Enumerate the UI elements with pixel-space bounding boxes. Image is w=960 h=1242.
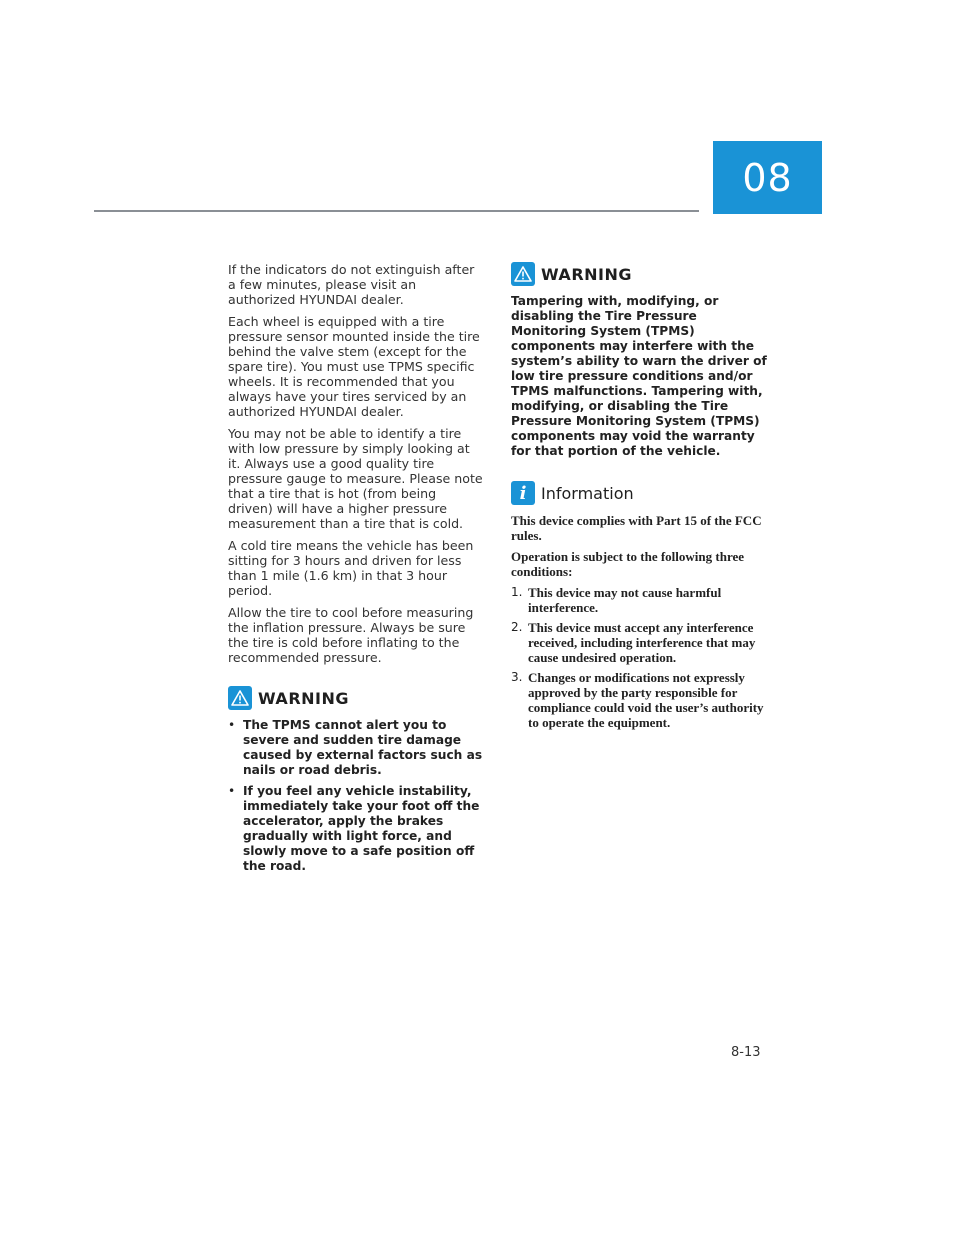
warning-triangle-icon: [511, 262, 535, 286]
warning-triangle-icon: [228, 686, 252, 710]
item-number: 3.: [511, 670, 523, 684]
item-number: 2.: [511, 620, 523, 634]
warning-header: [228, 686, 483, 710]
list-item-text: This device may not cause harmful interference.: [528, 585, 722, 615]
bullet: •: [228, 784, 236, 798]
information-paragraph: Operation is subject to the following three conditions:: [511, 549, 745, 579]
paragraph: Each wheel is equipped with a tire pressure sensor mounted inside the tire behind the valve stem (except for the spare tire). You must use TPMS specific wheels. It is recommended that you always have your tires serviced by an authorized HYUNDAI dealer.: [228, 314, 480, 419]
page-number: 8-13: [731, 1045, 761, 1060]
warning-title: WARNING: [258, 688, 349, 708]
list-item-text: The TPMS cannot alert you to severe and sudden tire damage caused by external factors such as nails or road debris.: [243, 718, 483, 777]
item-number: 1.: [511, 585, 523, 599]
list-item-text: This device must accept any interference received, including interference that may cause undesired operation.: [528, 620, 756, 665]
info-icon: i: [511, 481, 535, 505]
paragraph: A cold tire means the vehicle has been sitting for 3 hours and driven for less than 1 mile (1.6 km) in that 3 hour period.: [228, 538, 474, 598]
list-item-text: Changes or modifications not expressly approved by the party responsible for compliance could void the user’s authority to operate the equipment.: [528, 670, 764, 730]
warning-title: WARNING: [541, 264, 632, 284]
chapter-tab: [713, 141, 822, 214]
conditions-list: [511, 585, 773, 730]
list-item: [511, 620, 773, 665]
chapter-number: 08: [742, 155, 793, 200]
list-item: [228, 718, 483, 778]
bullet: •: [228, 718, 236, 732]
paragraph: Allow the tire to cool before measuring the inflation pressure. Always be sure the tire is cold before inflating to the recommended pressure.: [228, 605, 474, 665]
list-item: [228, 784, 483, 874]
paragraph: You may not be able to identify a tire with low pressure by simply looking at it. Always use a good quality tire pressure gauge to measure. Please note that a tire that is hot (from being driven) will have a higher pressure measurement than a tire that is cold.: [228, 426, 483, 531]
right-column: [511, 262, 773, 735]
warning-list: [228, 718, 483, 874]
list-item: [511, 670, 773, 730]
warning-header: [511, 262, 773, 286]
warning-text: Tampering with, modifying, or disabling the Tire Pressure Monitoring System (TPMS) components may interfere with the system’s ability to warn the driver of low tire pressure conditions and/or TPMS malfunctions. Tampering with, modifying, or disabling the Tire Pressure Monitoring System (TPMS) components may void the warranty for that portion of the vehicle.: [511, 294, 767, 458]
list-item: [511, 585, 773, 615]
information-header: [511, 481, 773, 505]
information-title: Information: [541, 483, 634, 503]
header-rule: [94, 210, 699, 212]
left-column: [228, 262, 483, 880]
list-item-text: If you feel any vehicle instability, immediately take your foot off the accelerator, apply the brakes gradually with light force, and slowly move to a safe position off the road.: [243, 784, 480, 873]
information-paragraph: This device complies with Part 15 of the FCC rules.: [511, 513, 762, 543]
paragraph: If the indicators do not extinguish after a few minutes, please visit an authorized HYUNDAI dealer.: [228, 262, 475, 307]
